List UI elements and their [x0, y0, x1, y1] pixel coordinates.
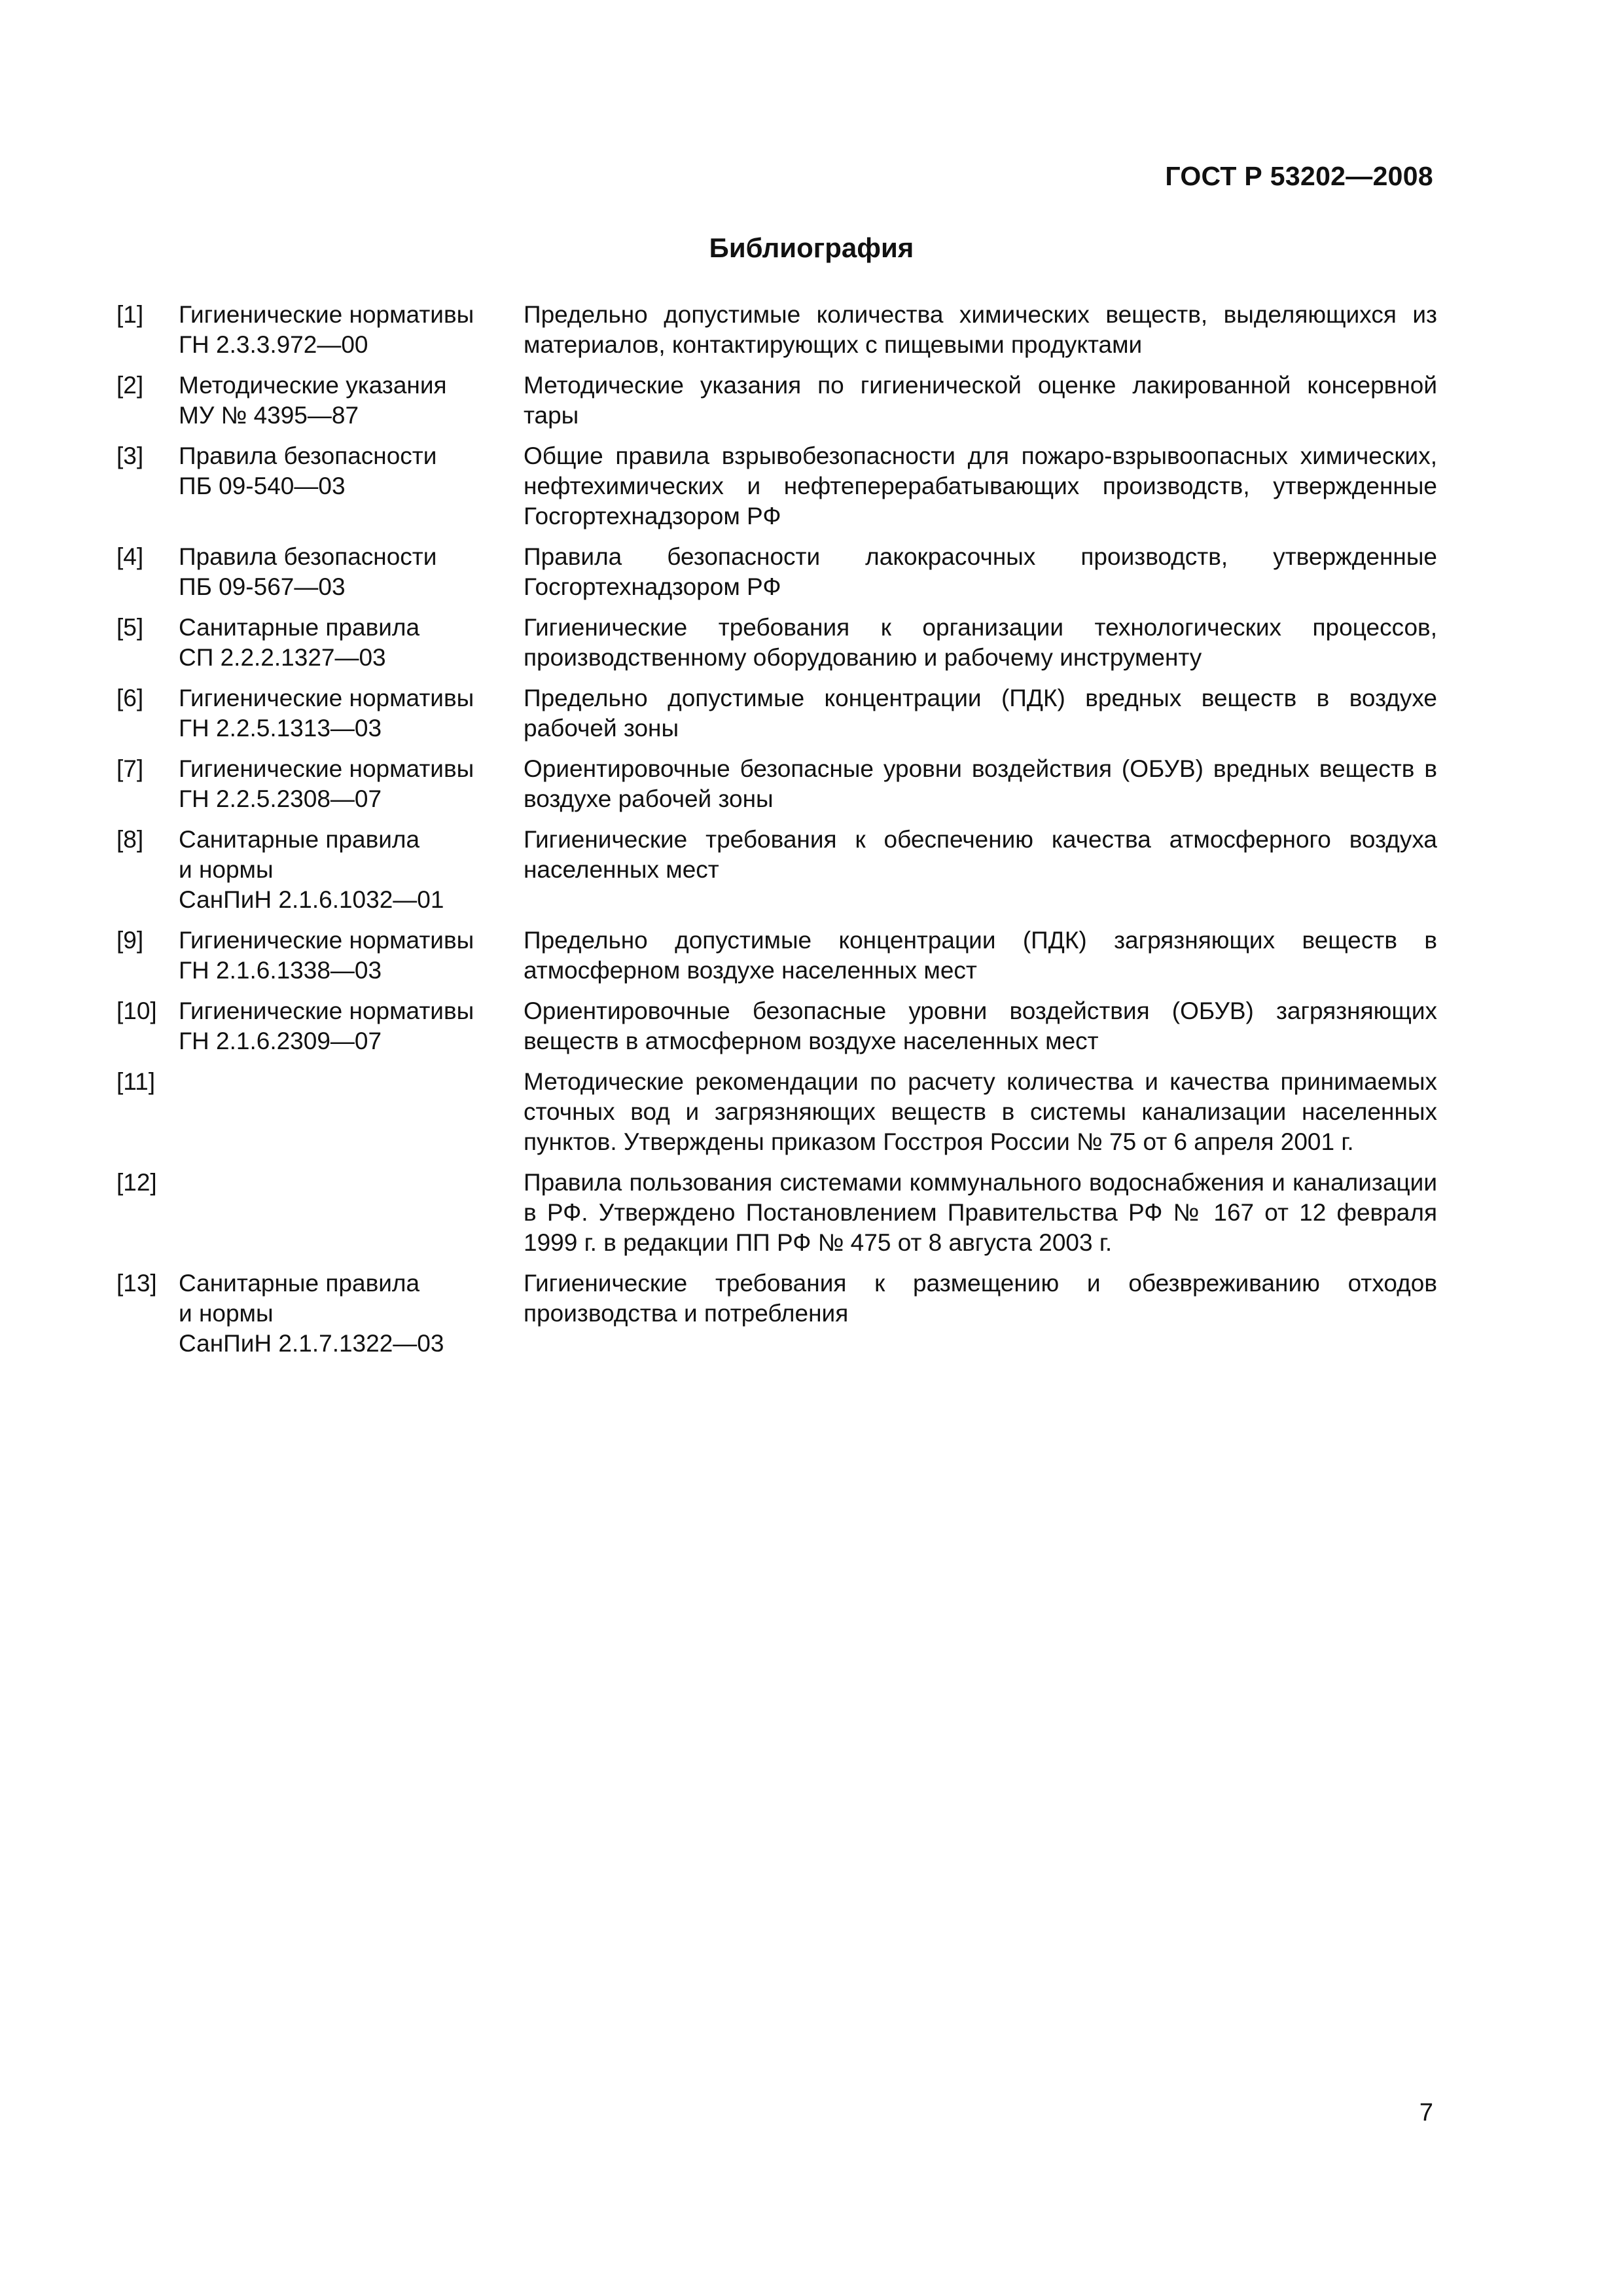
page-number: 7: [1419, 2099, 1433, 2126]
entry-number: [11]: [116, 1068, 155, 1095]
entry-source: [179, 996, 524, 1056]
entry-source-code: МУ № 4395—87: [179, 402, 359, 429]
entry-number: [4]: [116, 543, 144, 570]
bibliography-entry: [116, 370, 1437, 431]
entry-source-type: Правила безопасности: [179, 442, 437, 469]
entry-source: [179, 542, 524, 602]
entry-source: [179, 300, 524, 360]
bibliography-entry: [116, 1268, 1437, 1359]
entry-source-code: ГН 2.1.6.1338—03: [179, 957, 382, 984]
bibliography-entry: [116, 1168, 1437, 1258]
bibliography-entry: [116, 825, 1437, 915]
entry-number: [13]: [116, 1270, 157, 1297]
entry-description: Методические указания по гигиенической оценке лакированной консервной тары: [524, 372, 1437, 429]
entry-source-type-continued: и нормы: [179, 1300, 274, 1327]
entry-source: [179, 441, 524, 531]
entry-description: Гигиенические требования к обеспечению качества атмосферного воздуха населенных мест: [524, 826, 1437, 883]
bibliography-list: [116, 300, 1437, 1369]
entry-source-type: Гигиенические нормативы: [179, 685, 474, 711]
entry-description: Правила пользования системами коммунального водоснабжения и канализации в РФ. Утверждено Постановлением Правительства РФ № 167 от 12 февраля 1999 г. в редакции ПП РФ № 475 от 8 августа 2003 г.: [524, 1169, 1437, 1256]
entry-source-code: ГН 2.3.3.972—00: [179, 331, 368, 358]
entry-source-code: ПБ 09-567—03: [179, 573, 346, 600]
entry-source-type: Гигиенические нормативы: [179, 927, 474, 954]
entry-source: [179, 754, 524, 814]
entry-number: [7]: [116, 755, 144, 782]
entry-source-type: Гигиенические нормативы: [179, 755, 474, 782]
bibliography-entry: [116, 300, 1437, 360]
entry-number: [6]: [116, 685, 144, 711]
entry-source: [179, 825, 524, 915]
entry-source-code: ПБ 09-540—03: [179, 473, 346, 499]
entry-number: [10]: [116, 997, 157, 1024]
entry-description: Гигиенические требования к размещению и обезвреживанию отходов производства и потребления: [524, 1270, 1437, 1327]
entry-number: [2]: [116, 372, 144, 399]
bibliography-entry: [116, 441, 1437, 531]
entry-source-code: ГН 2.1.6.2309—07: [179, 1028, 382, 1054]
bibliography-entry: [116, 1067, 1437, 1157]
bibliography-entry: [116, 996, 1437, 1056]
bibliography-entry: [116, 613, 1437, 673]
entry-source-type-continued: и нормы: [179, 856, 274, 883]
entry-source: [179, 1268, 524, 1359]
entry-description: Ориентировочные безопасные уровни воздействия (ОБУВ) загрязняющих веществ в атмосферном воздухе населенных мест: [524, 997, 1437, 1054]
entry-source: [179, 613, 524, 673]
entry-source-code: СП 2.2.2.1327—03: [179, 644, 386, 671]
entry-description: Правила безопасности лакокрасочных производств, утвержденные Госгортехнадзором РФ: [524, 543, 1437, 600]
entry-description: Ориентировочные безопасные уровни воздействия (ОБУВ) вредных веществ в воздухе рабочей зоны: [524, 755, 1437, 812]
entry-source-type: Санитарные правила: [179, 614, 420, 641]
entry-description: Методические рекомендации по расчету количества и качества принимаемых сточных вод и загрязняющих веществ в системы канализации населенных пунктов. Утверждены приказом Госстроя России № 75 от 6 апреля 2001 г.: [524, 1068, 1437, 1155]
entry-number: [3]: [116, 442, 144, 469]
entry-source-code: ГН 2.2.5.1313—03: [179, 715, 382, 742]
bibliography-entry: [116, 925, 1437, 986]
entry-description: Общие правила взрывобезопасности для пожаро-взрывоопасных химических, нефтехимических и нефтеперерабатывающих производств, утвержденные Госгортехнадзором РФ: [524, 442, 1437, 529]
entry-source: [179, 1168, 524, 1258]
entry-description: Предельно допустимые концентрации (ПДК) загрязняющих веществ в атмосферном воздухе населенных мест: [524, 927, 1437, 984]
entry-source: [179, 370, 524, 431]
entry-source-type: Гигиенические нормативы: [179, 301, 474, 328]
bibliography-entry: [116, 754, 1437, 814]
entry-source: [179, 683, 524, 744]
entry-number: [12]: [116, 1169, 157, 1196]
entry-number: [1]: [116, 301, 144, 328]
entry-source-code: ГН 2.2.5.2308—07: [179, 785, 382, 812]
entry-number: [8]: [116, 826, 144, 853]
entry-source-code: СанПиН 2.1.6.1032—01: [179, 886, 444, 913]
entry-source-type: Санитарные правила: [179, 826, 420, 853]
entry-source-type: Санитарные правила: [179, 1270, 420, 1297]
entry-source: [179, 1067, 524, 1157]
document-code: ГОСТ Р 53202—2008: [1165, 161, 1433, 191]
entry-description: Предельно допустимые концентрации (ПДК) вредных веществ в воздухе рабочей зоны: [524, 685, 1437, 742]
bibliography-entry: [116, 683, 1437, 744]
entry-source-type: Правила безопасности: [179, 543, 437, 570]
entry-description: Предельно допустимые количества химических веществ, выделяющихся из материалов, контактирующих с пищевыми продуктами: [524, 301, 1437, 358]
entry-source-type: Гигиенические нормативы: [179, 997, 474, 1024]
entry-description: Гигиенические требования к организации технологических процессов, производственному оборудованию и рабочему инструменту: [524, 614, 1437, 671]
entry-source-code: СанПиН 2.1.7.1322—03: [179, 1330, 444, 1357]
entry-number: [9]: [116, 927, 144, 954]
page-title: Библиография: [709, 232, 914, 263]
entry-number: [5]: [116, 614, 144, 641]
entry-source-type: Методические указания: [179, 372, 447, 399]
bibliography-entry: [116, 542, 1437, 602]
entry-source: [179, 925, 524, 986]
